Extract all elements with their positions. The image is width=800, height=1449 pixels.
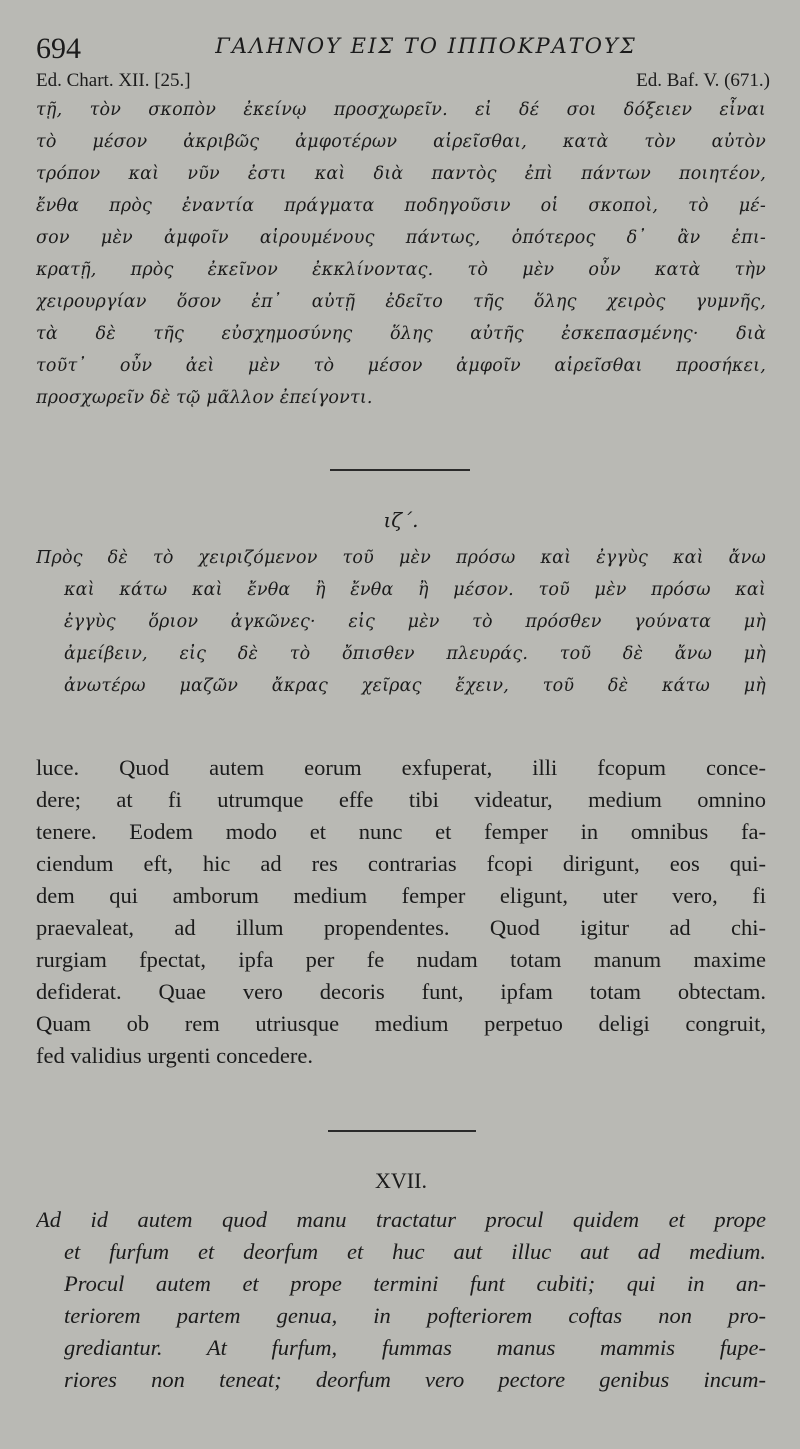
text-line: praevaleat, ad illum propendentes. Quod igitur ad chi- [36,915,766,940]
text-line: προσχωρεῖν δὲ τῷ μᾶλλον ἐπείγοντι. [36,388,373,408]
text-line: dere; at fi utrumque effe tibi videatur, medium omnino [36,787,766,812]
text-line: luce. Quod autem eorum exfuperat, illi fcopum conce- [36,755,766,780]
latin-section-paragraph [36,1204,766,1396]
text-line: Ad id autem quod manu tractatur procul quidem et prope [36,1207,766,1232]
page-header [36,28,766,65]
text-line: ἀνωτέρω μαζῶν ἄκρας χεῖρας ἔχειν, τοῦ δὲ κάτω μὴ [64,676,766,696]
text-line: καὶ κάτω καὶ ἔνθα ἢ ἔνθα ἢ μέσον. τοῦ μὲν πρόσω καὶ [64,580,766,600]
running-title: ΓΑΛΗΝΟΥ ΕΙΣ ΤΟ ΙΠΠΟΚΡΑΤΟΥΣ [215,34,637,58]
text-line: teriorem partem genua, in pofteriorem coftas non pro- [64,1303,766,1328]
text-line: τῇ, τὸν σκοπὸν ἐκείνῳ προσχωρεῖν. εἰ δέ σοι δόξειεν εἶναι [36,100,766,120]
text-line: Quam ob rem utriusque medium perpetuo deligi congruit, [36,1011,766,1036]
section-divider [330,469,470,471]
text-line: Procul autem et prope termini funt cubiti; qui in an- [64,1271,766,1296]
greek-section-paragraph [36,542,766,702]
text-line: χειρουργίαν ὅσον ἐπ᾽ αὐτῇ ἐδεῖτο τῆς ὅλης χειρὸς γυμνῆς, [36,292,766,312]
text-line: ἐγγὺς ὅριον ἀγκῶνες· εἰς μὲν τὸ πρόσθεν γούνατα μὴ [64,612,766,632]
text-line: riores non teneat; deorfum vero pectore genibus incum- [64,1367,766,1392]
text-line: ἀμείβειν, εἰς δὲ τὸ ὄπισθεν πλευράς. τοῦ δὲ ἄνω μὴ [64,644,766,664]
text-line: rurgiam fpectat, ipfa per fe nudam totam manum maxime [36,947,766,972]
text-line: Πρὸς δὲ τὸ χειριζόμενον τοῦ μὲν πρόσω καὶ ἐγγὺς καὶ ἄνω [36,548,766,568]
greek-section-number: ιζ΄. [383,508,419,532]
greek-paragraph-top [36,94,766,414]
text-line: τὰ δὲ τῆς εὐσχημοσύνης ὅλης αὐτῆς ἐσκεπασμένης· διὰ [36,324,766,344]
edition-reference-basel: Ed. Baf. V. (671.) [636,70,770,91]
text-line: grediantur. At furfum, fummas manus mammis fupe- [64,1335,766,1360]
text-line: tenere. Eodem modo et nunc et femper in omnibus fa- [36,819,766,844]
latin-section-number: XVII. [375,1168,427,1193]
text-line: τοῦτ᾽ οὖν ἀεὶ μὲν τὸ μέσον ἀμφοῖν αἱρεῖσθαι προσήκει, [36,356,766,376]
edition-reference-chart: Ed. Chart. XII. [25.] [36,70,191,91]
text-line: τὸ μέσον ἀκριβῶς ἀμφοτέρων αἱρεῖσθαι, κατὰ τὸν αὐτὸν [36,132,766,152]
latin-paragraph-top [36,752,766,1072]
text-line: κρατῇ, πρὸς ἐκεῖνον ἐκκλίνοντας. τὸ μὲν οὖν κατὰ τὴν [36,260,766,280]
page-number: 694 [36,32,81,65]
text-line: dem qui amborum medium femper eligunt, uter vero, fi [36,883,766,908]
text-line: ciendum eft, hic ad res contrarias fcopi dirigunt, eos qui- [36,851,766,876]
section-divider [328,1130,476,1132]
text-line: ἔνθα πρὸς ἐναντία πράγματα ποδηγοῦσιν οἱ σκοποὶ, τὸ μέ- [36,196,766,216]
text-line: τρόπον καὶ νῦν ἐστι καὶ διὰ παντὸς ἐπὶ πάντων ποιητέον, [36,164,766,184]
text-line: defiderat. Quae vero decoris funt, ipfam totam obtectam. [36,979,766,1004]
text-line: fed validius urgenti concedere. [36,1043,313,1068]
text-line: σον μὲν ἀμφοῖν αἱρουμένους πάντως, ὁπότερος δ᾽ ἂν ἐπι- [36,228,766,248]
text-line: et furfum et deorfum et huc aut illuc aut ad medium. [64,1239,766,1264]
